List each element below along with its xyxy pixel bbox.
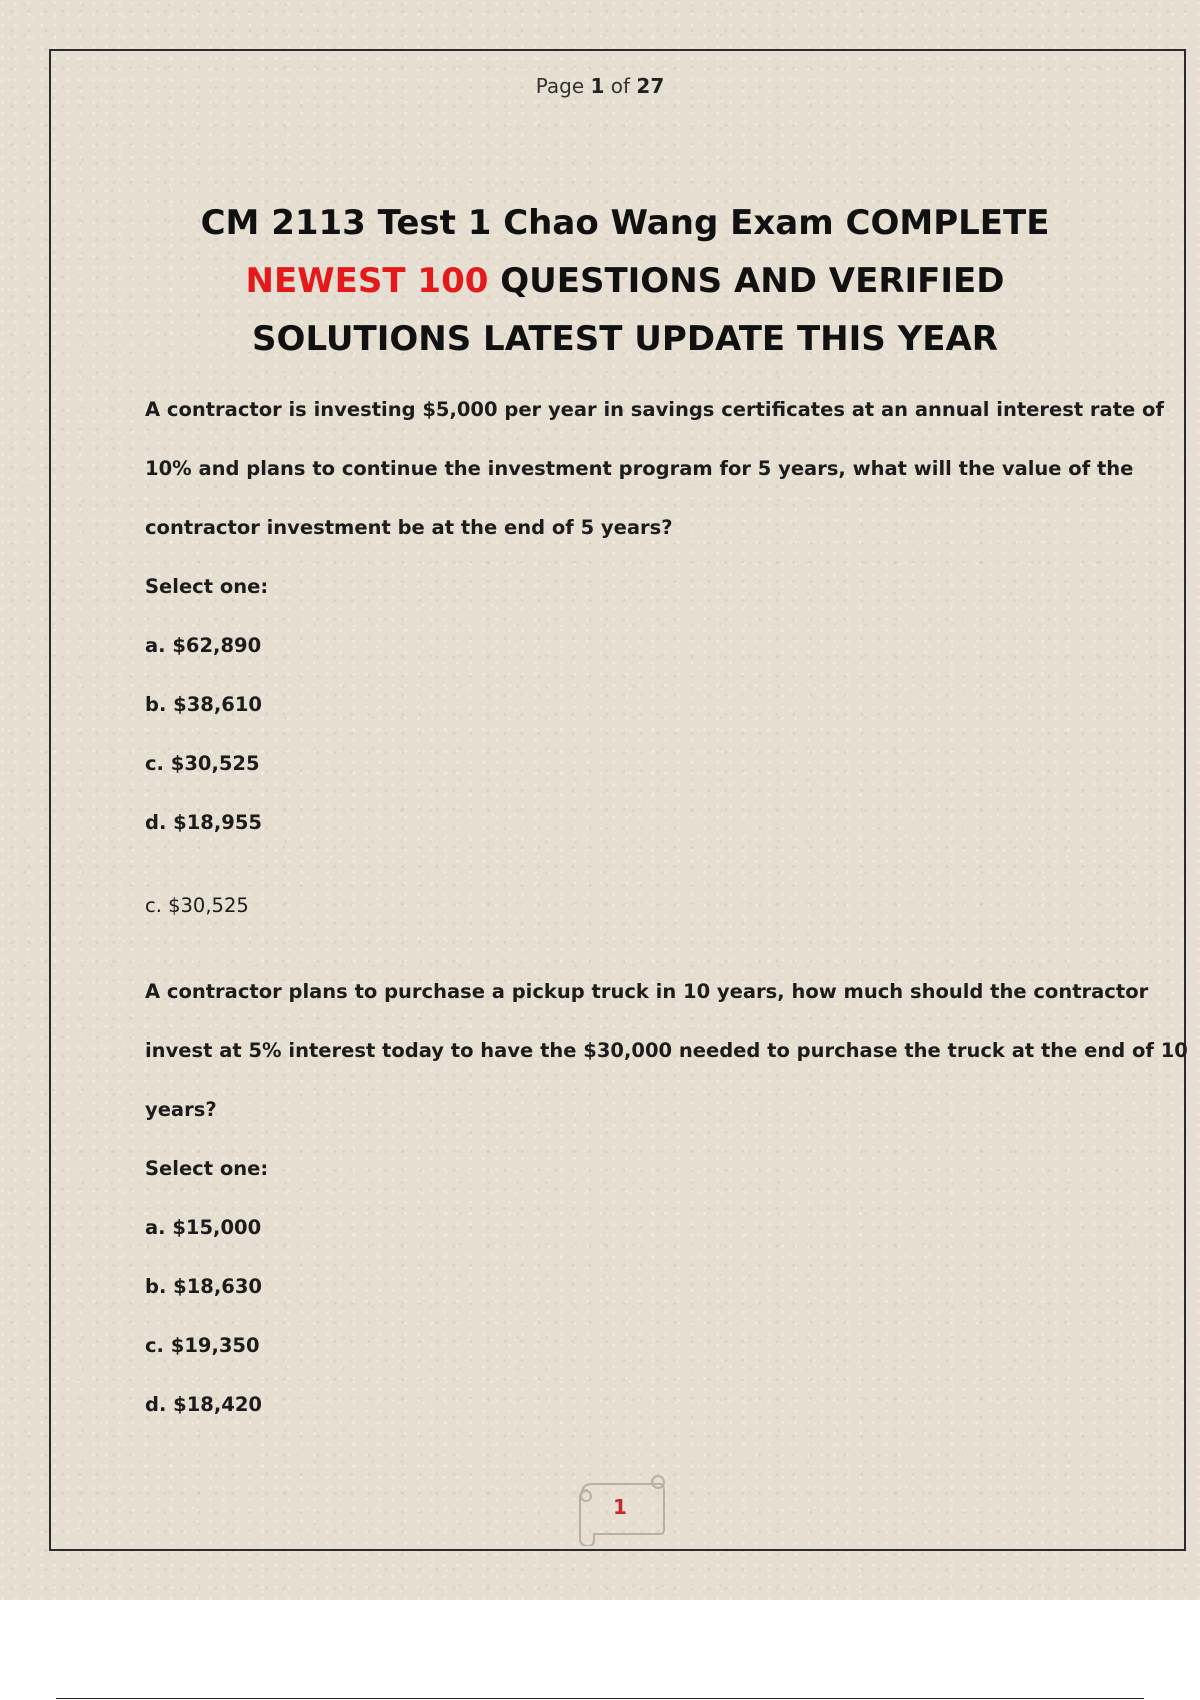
title-highlight: NEWEST 100: [245, 261, 489, 301]
title-line-2-rest: QUESTIONS AND VERIFIED: [488, 261, 1005, 301]
question-1-option-b: b. $38,610: [145, 693, 262, 716]
page-indicator: [0, 74, 1200, 98]
page-current: 1: [590, 74, 605, 98]
question-1-answer: [145, 876, 1105, 935]
bottom-divider: [56, 1698, 1144, 1699]
question-2-text-line: invest at 5% interest today to have the $30,000 needed to purchase the truck at the end of 10: [145, 1039, 1188, 1062]
question-1-text-line: A contractor is investing $5,000 per year in savings certificates at an annual interest rate of: [145, 398, 1164, 421]
question-2-option-c: c. $19,350: [145, 1334, 260, 1357]
title-line-1: CM 2113 Test 1 Chao Wang Exam COMPLETE: [200, 203, 1050, 243]
page-total: 27: [636, 74, 665, 98]
question-2-option-d: d. $18,420: [145, 1393, 262, 1416]
document-title: [110, 194, 1140, 368]
question-1-option-d: d. $18,955: [145, 811, 262, 834]
question-1-text-line: contractor investment be at the end of 5 years?: [145, 516, 673, 539]
question-2-option-a: a. $15,000: [145, 1216, 262, 1239]
question-1-text-line: 10% and plans to continue the investment program for 5 years, what will the value of the: [145, 457, 1134, 480]
page-of: of: [610, 74, 631, 98]
question-1: [145, 380, 1164, 852]
question-2-text-line: A contractor plans to purchase a pickup truck in 10 years, how much should the contractor: [145, 980, 1149, 1003]
page-prefix: Page: [535, 74, 585, 98]
answer-text: c. $30,525: [145, 894, 249, 917]
question-2-option-b: b. $18,630: [145, 1275, 262, 1298]
question-2-prompt: Select one:: [145, 1157, 269, 1180]
title-line-2: [110, 252, 1140, 310]
footer-page-number: 1: [613, 1495, 627, 1519]
title-line-3: SOLUTIONS LATEST UPDATE THIS YEAR: [252, 319, 998, 359]
question-1-prompt: Select one:: [145, 575, 269, 598]
question-2: [145, 962, 1188, 1434]
question-2-text-line: years?: [145, 1098, 217, 1121]
question-1-option-c: c. $30,525: [145, 752, 260, 775]
question-1-option-a: a. $62,890: [145, 634, 262, 657]
